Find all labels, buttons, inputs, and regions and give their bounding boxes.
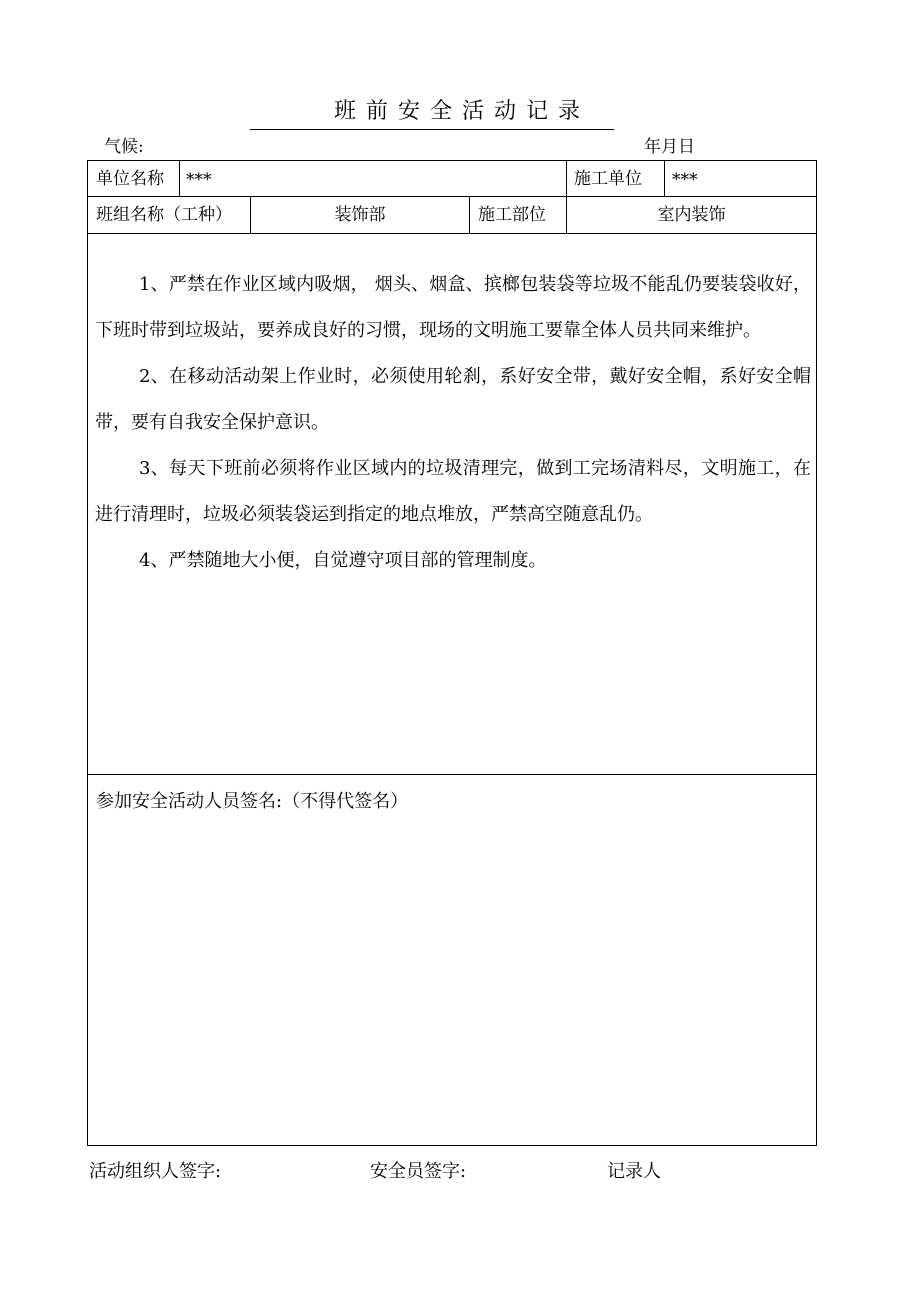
content-paragraph: 2、在移动活动架上作业时，必须使用轮刹，系好安全带，戴好安全帽，系好安全帽带，要有自我安全保护意识。 <box>95 366 811 433</box>
row-divider <box>88 233 816 234</box>
column-divider <box>469 196 470 233</box>
safety-officer-signature-label: 安全员签字: <box>370 1161 467 1182</box>
section-divider <box>88 774 816 775</box>
page-title: 班前安全活动记录 <box>250 97 614 130</box>
construction-part-label: 施工部位 <box>478 205 546 225</box>
weather-label: 气候: <box>104 137 144 157</box>
date-label: 年月日 <box>644 137 695 157</box>
column-divider <box>179 161 180 196</box>
team-name-label: 班组名称（工种） <box>96 205 232 225</box>
unit-name-value: *** <box>186 170 212 190</box>
organizer-signature-label: 活动组织人签字: <box>89 1161 222 1182</box>
column-divider <box>566 161 567 196</box>
construction-part-value: 室内装饰 <box>657 205 726 225</box>
row-divider <box>88 196 816 197</box>
team-name-value: 装饰部 <box>334 205 386 225</box>
column-divider <box>664 161 665 196</box>
safety-content <box>95 262 811 585</box>
content-paragraph: 4、严禁随地大小便，自觉遵守项目部的管理制度。 <box>139 550 547 571</box>
recorder-label: 记录人 <box>607 1161 661 1182</box>
construction-unit-value: *** <box>672 170 698 190</box>
unit-name-label: 单位名称 <box>96 169 164 189</box>
record-table <box>87 160 817 1146</box>
signature-section-label: 参加安全活动人员签名:（不得代签名） <box>96 791 409 812</box>
construction-unit-label: 施工单位 <box>574 169 642 189</box>
content-paragraph: 3、每天下班前必须将作业区域内的垃圾清理完，做到工完场清料尽，文明施工，在进行清理时，垃圾必须装袋运到指定的地点堆放，严禁高空随意乱仍。 <box>95 458 811 525</box>
content-paragraph: 1、严禁在作业区域内吸烟， 烟头、烟盒、摈榔包装袋等垃圾不能乱仍要装袋收好，下班时带到垃圾站，要养成良好的习惯，现场的文明施工要靠全体人员共同来维护。 <box>95 274 811 341</box>
